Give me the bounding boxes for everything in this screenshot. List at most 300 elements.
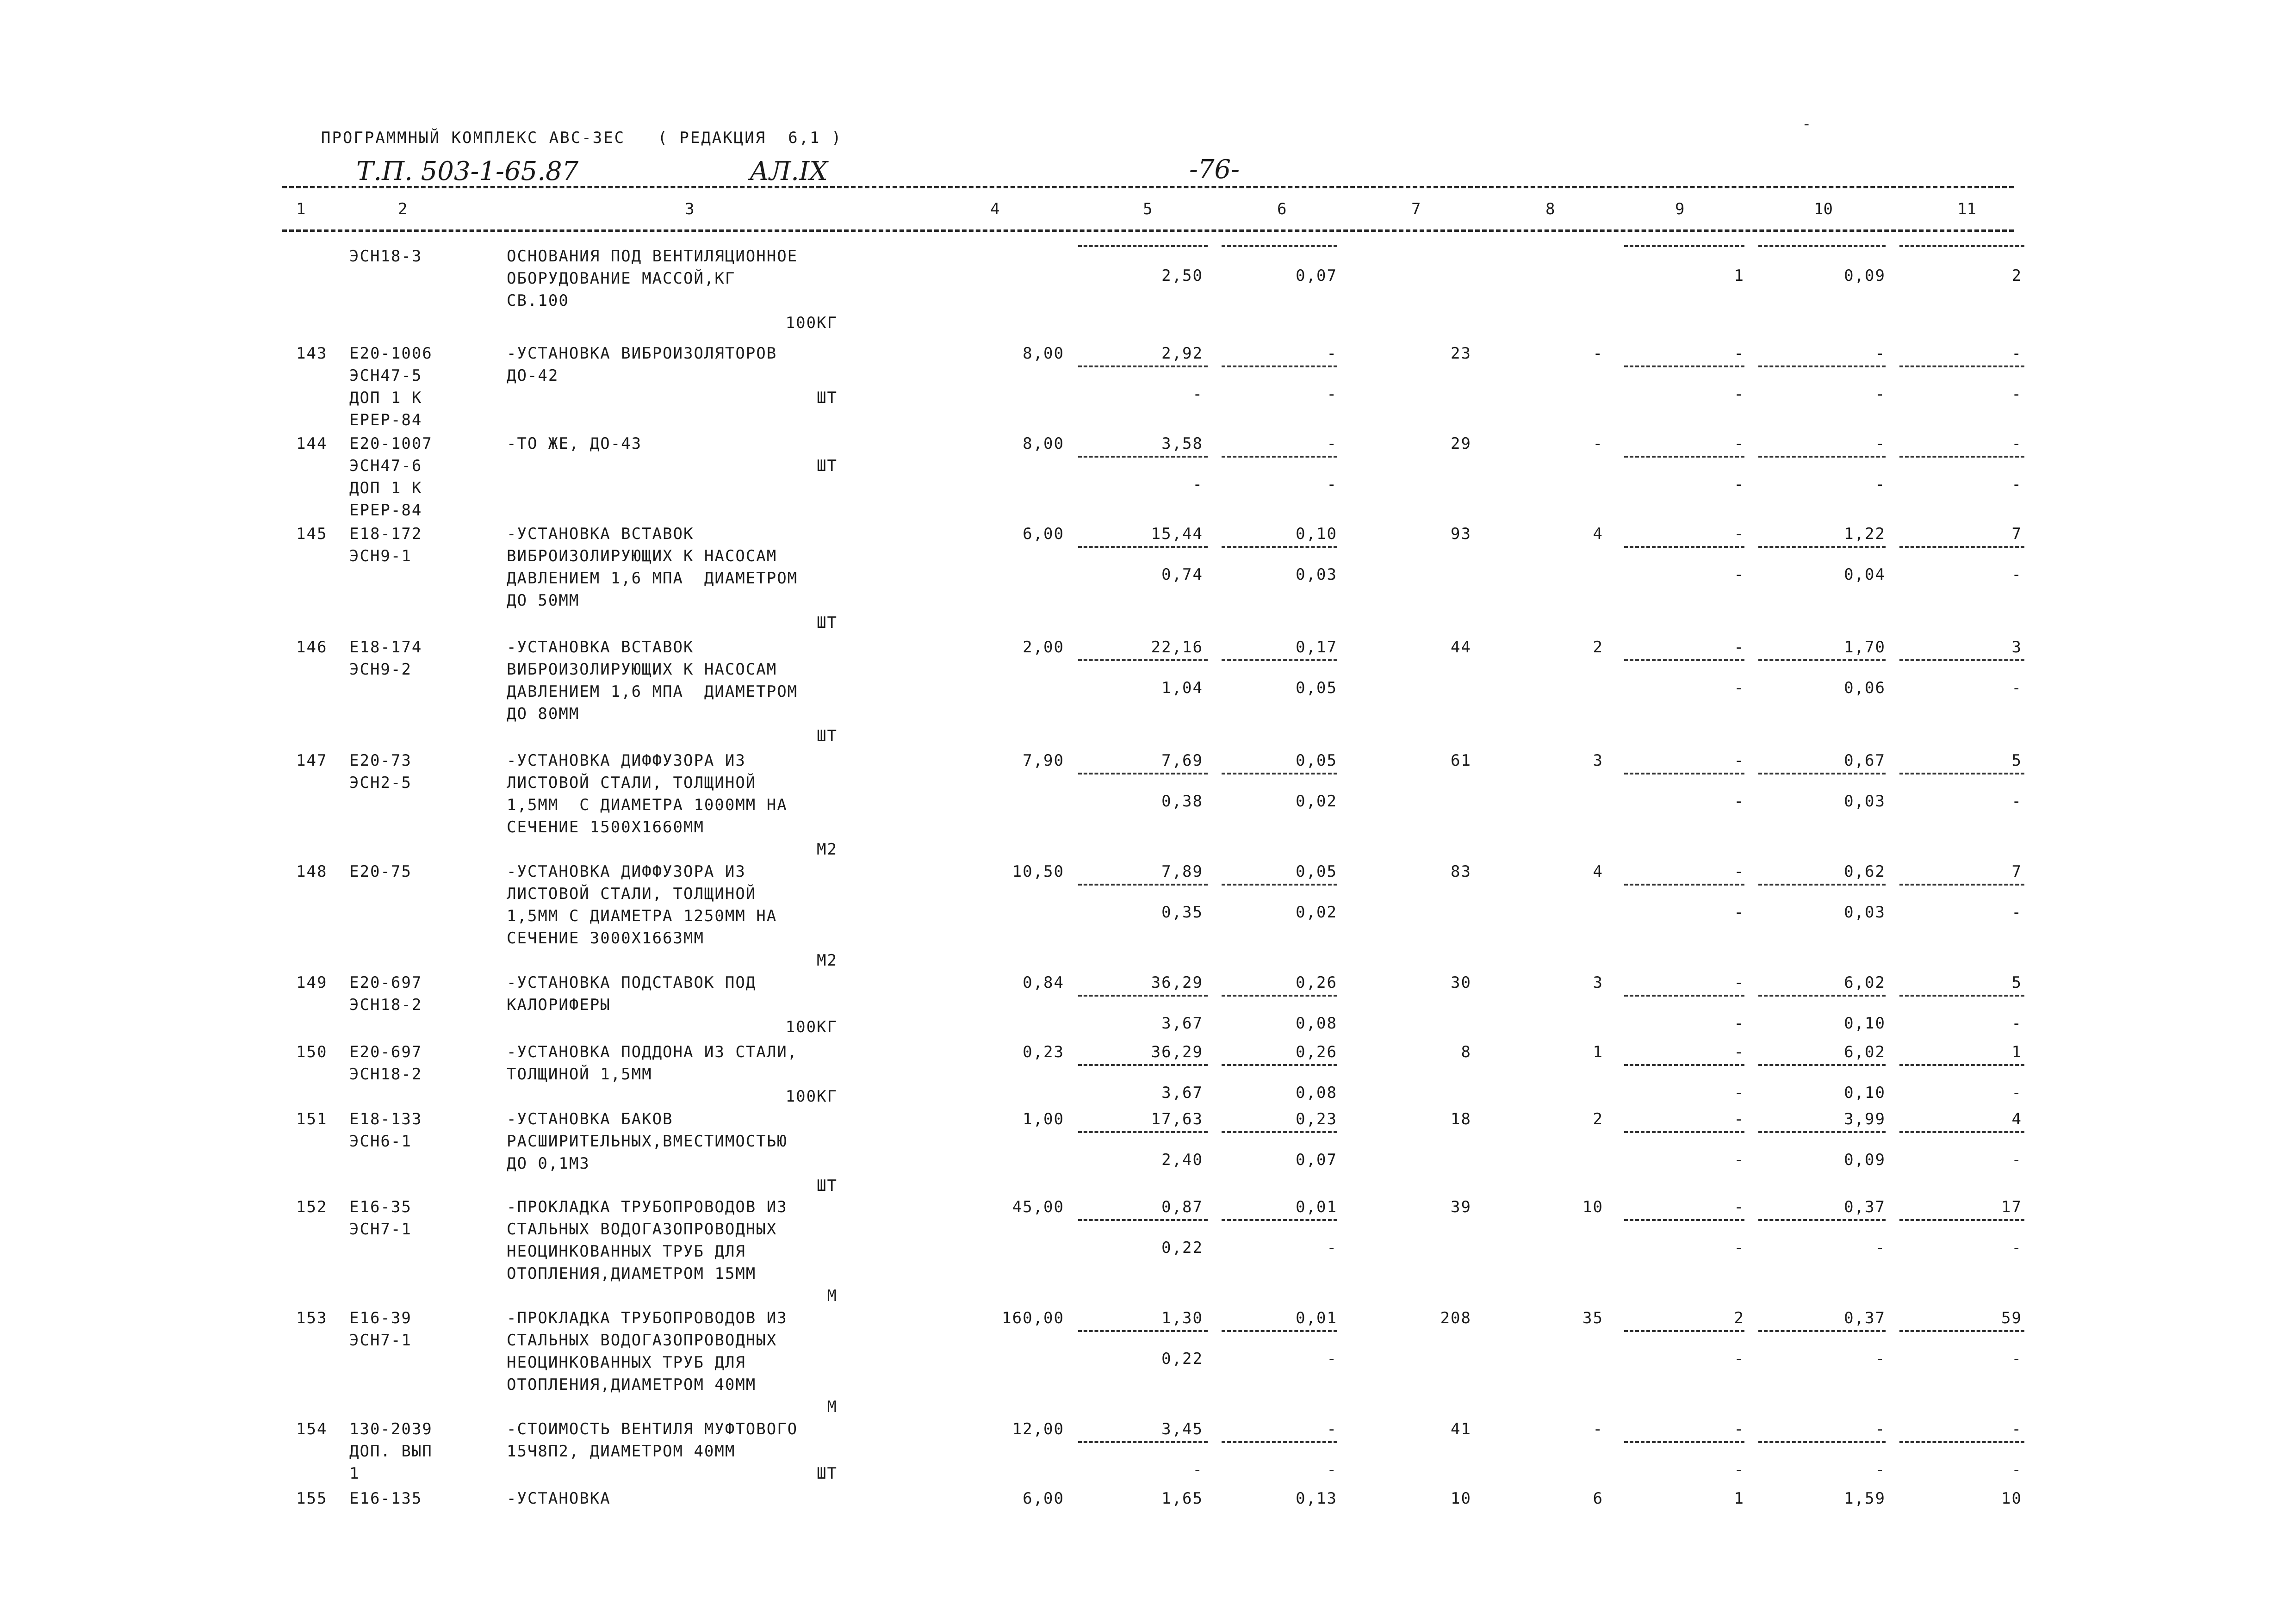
total-cost: 41 [1451,1420,1471,1438]
work-description: ОСНОВАНИЯ ПОД ВЕНТИЛЯЦИОННОЕ [507,247,798,266]
total-cost: 61 [1451,751,1471,770]
unit-wages: - [1192,385,1203,403]
unit-machine-wages: 0,08 [1296,1084,1337,1102]
quantity: 1,00 [1023,1110,1064,1128]
labour-divider [1624,773,1744,774]
album-number: АЛ.IX [750,156,828,186]
total-machine-wages: - [1734,1350,1744,1368]
labour-divider [1758,995,1886,997]
total-machine-wages: - [1734,1151,1744,1169]
work-description: ВИБРОИЗОЛИРУЮЩИХ К НАСОСАМ [507,547,777,565]
labour-total: 59 [2001,1309,2022,1327]
cost-divider [1222,245,1337,247]
unit-of-measure: 100КГ [785,1018,838,1036]
labour-divider [1624,245,1744,247]
rate-code: Е18-174 [349,638,422,657]
labour-total: 7 [2011,862,2022,881]
work-description: ЛИСТОВОЙ СТАЛИ, ТОЛЩИНОЙ [507,885,757,903]
unit-of-measure: М2 [817,951,838,970]
unit-of-measure: ШТ [817,1177,838,1195]
item-number: 155 [296,1489,328,1508]
cost-divider [1222,1219,1337,1221]
header-rule [282,229,2014,232]
work-description: -ТО ЖЕ, ДО-43 [507,434,642,453]
item-number: 146 [296,638,328,657]
rate-code: ЭСН18-3 [349,247,422,266]
labour-divider [1624,1330,1744,1332]
labour-machinists-total: - [2011,792,2022,811]
labour-divider [1899,773,2024,774]
unit-of-measure: М [827,1398,838,1416]
total-machines: - [1734,344,1744,363]
labour-divider [1758,1131,1886,1133]
labour-total: - [2011,1420,2022,1438]
rate-code: Е18-172 [349,525,422,543]
labour-machinists-total: - [2011,679,2022,697]
work-description: ОБОРУДОВАНИЕ МАССОЙ,КГ [507,269,736,288]
unit-of-measure: М [827,1287,838,1305]
unit-cost-total: 7,89 [1161,862,1203,881]
work-description: -ПРОКЛАДКА ТРУБОПРОВОДОВ ИЗ [507,1198,788,1216]
labour-per-unit: - [1875,1420,1886,1438]
total-machine-wages: - [1734,475,1744,494]
work-description: ВИБРОИЗОЛИРУЮЩИХ К НАСОСАМ [507,660,777,679]
page-number: -76- [1189,155,1240,185]
quantity: 0,84 [1023,973,1064,992]
labour-divider [1624,1219,1744,1221]
total-cost: 208 [1440,1309,1471,1327]
total-machine-wages: - [1734,565,1744,584]
labour-machinists-unit: 0,06 [1844,679,1886,697]
unit-wages: 0,74 [1161,565,1203,584]
quantity: 12,00 [1012,1420,1064,1438]
quantity: 7,90 [1023,751,1064,770]
cost-divider [1078,995,1208,997]
labour-per-unit: 0,62 [1844,862,1886,881]
rate-code: Е16-135 [349,1489,422,1508]
unit-cost-machines: 0,26 [1296,1043,1337,1061]
work-description: -УСТАНОВКА БАКОВ [507,1110,673,1128]
unit-wages: 2,50 [1161,266,1203,285]
total-wages: 1 [1593,1043,1603,1061]
column-header-2: 2 [398,200,408,218]
rate-code: Е20-697 [349,1043,422,1061]
unit-wages: 3,67 [1161,1014,1203,1033]
labour-divider [1899,995,2024,997]
work-description: РАСШИРИТЕЛЬНЫХ,ВМЕСТИМОСТЬЮ [507,1132,788,1151]
labour-divider [1624,659,1744,661]
labour-machinists-unit: - [1875,475,1886,494]
work-description: ДАВЛЕНИЕМ 1,6 МПА ДИАМЕТРОМ [507,569,798,588]
quantity: 10,50 [1012,862,1064,881]
labour-per-unit: - [1875,344,1886,363]
rate-code: ДОП. ВЫП [349,1442,433,1461]
unit-machine-wages: - [1327,1350,1337,1368]
total-machines: 2 [1734,1309,1744,1327]
labour-machinists-total: - [2011,385,2022,403]
unit-machine-wages: 0,03 [1296,565,1337,584]
unit-cost-machines: 0,05 [1296,751,1337,770]
labour-per-unit: 1,59 [1844,1489,1886,1508]
unit-cost-total: 22,16 [1151,638,1203,657]
column-header-11: 11 [1957,200,1976,218]
cost-divider [1078,456,1208,458]
quantity: 6,00 [1023,525,1064,543]
total-machines: - [1734,525,1744,543]
unit-machine-wages: - [1327,475,1337,494]
labour-machinists-total: 2 [2011,266,2022,285]
total-machines: - [1734,1198,1744,1216]
cost-divider [1222,1131,1337,1133]
labour-per-unit: 0,37 [1844,1309,1886,1327]
unit-wages: - [1192,1461,1203,1479]
rate-code: ЭСН18-2 [349,1065,422,1084]
column-header-7: 7 [1411,200,1421,218]
labour-machinists-total: - [2011,1461,2022,1479]
labour-total: 17 [2001,1198,2022,1216]
labour-machinists-total: - [2011,1151,2022,1169]
total-cost: 18 [1451,1110,1471,1128]
cost-divider [1078,365,1208,367]
labour-divider [1758,1219,1886,1221]
unit-machine-wages: 0,02 [1296,792,1337,811]
labour-divider [1899,884,2024,886]
labour-machinists-unit: 0,10 [1844,1084,1886,1102]
unit-wages: 3,67 [1161,1084,1203,1102]
cost-divider [1222,659,1337,661]
work-description: ОТОПЛЕНИЯ,ДИАМЕТРОМ 40ММ [507,1375,757,1394]
total-machine-wages: - [1734,903,1744,922]
labour-divider [1758,884,1886,886]
work-description: СЕЧЕНИЕ 3000Х1663ММ [507,929,704,948]
cost-divider [1078,1441,1208,1443]
column-header-8: 8 [1545,200,1555,218]
item-number: 153 [296,1309,328,1327]
total-machines: - [1734,638,1744,657]
quantity: 160,00 [1002,1309,1064,1327]
total-cost: 44 [1451,638,1471,657]
work-description: 1,5ММ С ДИАМЕТРА 1250ММ НА [507,907,777,925]
cost-divider [1078,1330,1208,1332]
labour-divider [1899,1131,2024,1133]
work-description: СВ.100 [507,291,569,310]
work-description: НЕОЦИНКОВАННЫХ ТРУБ ДЛЯ [507,1353,746,1372]
total-wages: 6 [1593,1489,1603,1508]
total-wages: - [1593,1420,1603,1438]
work-description: -УСТАНОВКА ВСТАВОК [507,525,694,543]
work-description: ДО 80ММ [507,705,580,723]
work-description: -УСТАНОВКА ДИФФУЗОРА ИЗ [507,862,746,881]
labour-divider [1899,1441,2024,1443]
labour-divider [1758,546,1886,548]
unit-cost-machines: 0,05 [1296,862,1337,881]
total-machine-wages: - [1734,1239,1744,1257]
labour-divider [1758,245,1886,247]
unit-cost-total: 7,69 [1161,751,1203,770]
total-cost: 30 [1451,973,1471,992]
unit-cost-machines: - [1327,1420,1337,1438]
rate-code: Е20-73 [349,751,412,770]
unit-wages: 0,35 [1161,903,1203,922]
labour-machinists-unit: 0,10 [1844,1014,1886,1033]
cost-divider [1078,1064,1208,1066]
labour-per-unit: 1,70 [1844,638,1886,657]
unit-machine-wages: - [1327,385,1337,403]
work-description: ДО-42 [507,366,559,385]
labour-machinists-unit: 0,03 [1844,792,1886,811]
unit-machine-wages: - [1327,1461,1337,1479]
labour-divider [1758,773,1886,774]
total-machine-wages: - [1734,1014,1744,1033]
unit-of-measure: ШТ [817,1464,838,1483]
labour-total: - [2011,434,2022,453]
quantity: 45,00 [1012,1198,1064,1216]
unit-cost-machines: - [1327,434,1337,453]
labour-machinists-unit: 0,04 [1844,565,1886,584]
unit-machine-wages: 0,02 [1296,903,1337,922]
labour-divider [1899,1330,2024,1332]
unit-of-measure: ШТ [817,457,838,475]
total-machines: - [1734,751,1744,770]
rate-code: ЭСН47-6 [349,457,422,475]
total-cost: 10 [1451,1489,1471,1508]
rate-code: Е20-697 [349,973,422,992]
labour-divider [1624,884,1744,886]
unit-cost-machines: 0,10 [1296,525,1337,543]
unit-cost-machines: - [1327,344,1337,363]
unit-cost-total: 1,30 [1161,1309,1203,1327]
item-number: 149 [296,973,328,992]
rate-code: ЭСН2-5 [349,774,412,792]
unit-cost-total: 3,58 [1161,434,1203,453]
rate-code: ЕРЕР-84 [349,411,422,429]
total-wages: 4 [1593,862,1603,881]
unit-machine-wages: 0,07 [1296,1151,1337,1169]
total-cost: 39 [1451,1198,1471,1216]
work-description: ЛИСТОВОЙ СТАЛИ, ТОЛЩИНОЙ [507,774,757,792]
labour-per-unit: 1,22 [1844,525,1886,543]
unit-cost-machines: 0,26 [1296,973,1337,992]
total-wages: 4 [1593,525,1603,543]
cost-divider [1078,884,1208,886]
work-description: ТОЛЩИНОЙ 1,5ММ [507,1065,652,1084]
labour-machinists-total: - [2011,903,2022,922]
quantity: 0,23 [1023,1043,1064,1061]
column-header-5: 5 [1143,200,1153,218]
labour-divider [1624,995,1744,997]
cost-divider [1222,546,1337,548]
column-header-4: 4 [990,200,1000,218]
labour-divider [1624,1131,1744,1133]
unit-machine-wages: - [1327,1239,1337,1257]
total-machine-wages: - [1734,1461,1744,1479]
total-machine-wages: 1 [1734,266,1744,285]
labour-divider [1899,245,2024,247]
labour-machinists-total: - [2011,1084,2022,1102]
labour-total: 5 [2011,973,2022,992]
unit-machine-wages: 0,08 [1296,1014,1337,1033]
program-title: ПРОГРАММНЫЙ КОМПЛЕКС АВС-3ЕС ( РЕДАКЦИЯ 6,1 ) [321,129,843,147]
column-header-9: 9 [1675,200,1685,218]
unit-wages: 0,38 [1161,792,1203,811]
total-machines: - [1734,434,1744,453]
unit-cost-machines: 0,17 [1296,638,1337,657]
labour-total: 7 [2011,525,2022,543]
work-description: СТАЛЬНЫХ ВОДОГАЗОПРОВОДНЫХ [507,1220,777,1239]
work-description: НЕОЦИНКОВАННЫХ ТРУБ ДЛЯ [507,1242,746,1261]
total-cost: 93 [1451,525,1471,543]
rate-code: ЭСН7-1 [349,1331,412,1350]
work-description: -УСТАНОВКА ПОДДОНА ИЗ СТАЛИ, [507,1043,798,1061]
document-code: Т.П. 503-1-65.87 [356,156,579,186]
rate-code: Е20-1007 [349,434,433,453]
labour-total: - [2011,344,2022,363]
labour-divider [1758,456,1886,458]
labour-machinists-unit: - [1875,1239,1886,1257]
unit-of-measure: ШТ [817,727,838,745]
total-wages: 2 [1593,1110,1603,1128]
rate-code: ЭСН18-2 [349,996,422,1014]
unit-of-measure: ШТ [817,389,838,407]
unit-wages: - [1192,475,1203,494]
column-header-1: 1 [296,200,306,218]
item-number: 145 [296,525,328,543]
rate-code: Е20-75 [349,862,412,881]
quantity: 8,00 [1023,434,1064,453]
item-number: 154 [296,1420,328,1438]
labour-divider [1899,659,2024,661]
item-number: 152 [296,1198,328,1216]
cost-divider [1078,546,1208,548]
unit-of-measure: ШТ [817,613,838,632]
total-cost: 23 [1451,344,1471,363]
rate-code: 1 [349,1464,360,1483]
labour-total: 1 [2011,1043,2022,1061]
header-dash: - [1802,115,1813,133]
labour-divider [1624,365,1744,367]
unit-cost-machines: 0,01 [1296,1309,1337,1327]
work-description: СЕЧЕНИЕ 1500Х1660ММ [507,818,704,836]
item-number: 147 [296,751,328,770]
unit-cost-total: 17,63 [1151,1110,1203,1128]
work-description: ДО 50ММ [507,591,580,610]
item-number: 151 [296,1110,328,1128]
labour-total: 5 [2011,751,2022,770]
labour-machinists-total: - [2011,1350,2022,1368]
work-description: -УСТАНОВКА ДИФФУЗОРА ИЗ [507,751,746,770]
rate-code: ЭСН9-2 [349,660,412,679]
labour-machinists-unit: 0,09 [1844,1151,1886,1169]
rate-code: ЭСН7-1 [349,1220,412,1239]
work-description: -УСТАНОВКА [507,1489,611,1508]
labour-divider [1758,1441,1886,1443]
labour-machinists-unit: 0,03 [1844,903,1886,922]
total-machines: - [1734,973,1744,992]
labour-divider [1624,1064,1744,1066]
unit-wages: 0,22 [1161,1350,1203,1368]
rate-code: Е16-39 [349,1309,412,1327]
labour-total: 4 [2011,1110,2022,1128]
item-number: 148 [296,862,328,881]
labour-total: 10 [2001,1489,2022,1508]
cost-divider [1078,245,1208,247]
rate-code: ЭСН6-1 [349,1132,412,1151]
labour-divider [1758,1064,1886,1066]
rate-code: ДОП 1 К [349,389,422,407]
labour-divider [1899,365,2024,367]
labour-divider [1624,456,1744,458]
cost-divider [1078,659,1208,661]
rate-code: ДОП 1 К [349,479,422,497]
labour-divider [1624,1441,1744,1443]
total-wages: 35 [1582,1309,1603,1327]
total-machines: - [1734,1110,1744,1128]
cost-divider [1222,1064,1337,1066]
cost-divider [1078,1131,1208,1133]
work-description: -СТОИМОСТЬ ВЕНТИЛЯ МУФТОВОГО [507,1420,798,1438]
unit-cost-total: 15,44 [1151,525,1203,543]
unit-cost-total: 36,29 [1151,973,1203,992]
unit-of-measure: 100КГ [785,314,838,332]
total-cost: 29 [1451,434,1471,453]
unit-wages: 2,40 [1161,1151,1203,1169]
labour-per-unit: - [1875,434,1886,453]
work-description: 1,5ММ С ДИАМЕТРА 1000ММ НА [507,796,788,814]
rate-code: 130-2039 [349,1420,433,1438]
rate-code: ЕРЕР-84 [349,501,422,520]
work-description: 15Ч8П2, ДИАМЕТРОМ 40ММ [507,1442,736,1461]
cost-divider [1222,884,1337,886]
labour-per-unit: 0,67 [1844,751,1886,770]
unit-cost-total: 0,87 [1161,1198,1203,1216]
unit-cost-machines: 0,23 [1296,1110,1337,1128]
labour-per-unit: 6,02 [1844,1043,1886,1061]
work-description: -УСТАНОВКА ПОДСТАВОК ПОД [507,973,757,992]
total-machine-wages: - [1734,679,1744,697]
column-header-3: 3 [685,200,695,218]
item-number: 143 [296,344,328,363]
labour-divider [1899,546,2024,548]
top-rule [282,186,2014,188]
total-wages: 10 [1582,1198,1603,1216]
cost-divider [1222,1441,1337,1443]
quantity: 8,00 [1023,344,1064,363]
work-description: ОТОПЛЕНИЯ,ДИАМЕТРОМ 15ММ [507,1264,757,1283]
labour-machinists-total: - [2011,565,2022,584]
unit-machine-wages: 0,07 [1296,266,1337,285]
work-description: ДО 0,1М3 [507,1154,590,1173]
total-wages: 3 [1593,973,1603,992]
labour-machinists-unit: - [1875,1461,1886,1479]
unit-cost-machines: 0,01 [1296,1198,1337,1216]
total-machines: - [1734,1420,1744,1438]
work-description: -УСТАНОВКА ВСТАВОК [507,638,694,657]
unit-wages: 0,22 [1161,1239,1203,1257]
total-cost: 83 [1451,862,1471,881]
item-number: 144 [296,434,328,453]
labour-machinists-unit: - [1875,385,1886,403]
work-description: -УСТАНОВКА ВИБРОИЗОЛЯТОРОВ [507,344,777,363]
rate-code: Е18-133 [349,1110,422,1128]
labour-divider [1758,365,1886,367]
labour-divider [1899,456,2024,458]
total-machines: - [1734,862,1744,881]
column-header-10: 10 [1814,200,1833,218]
labour-divider [1758,1330,1886,1332]
cost-divider [1078,773,1208,774]
unit-of-measure: М2 [817,840,838,859]
unit-cost-total: 36,29 [1151,1043,1203,1061]
